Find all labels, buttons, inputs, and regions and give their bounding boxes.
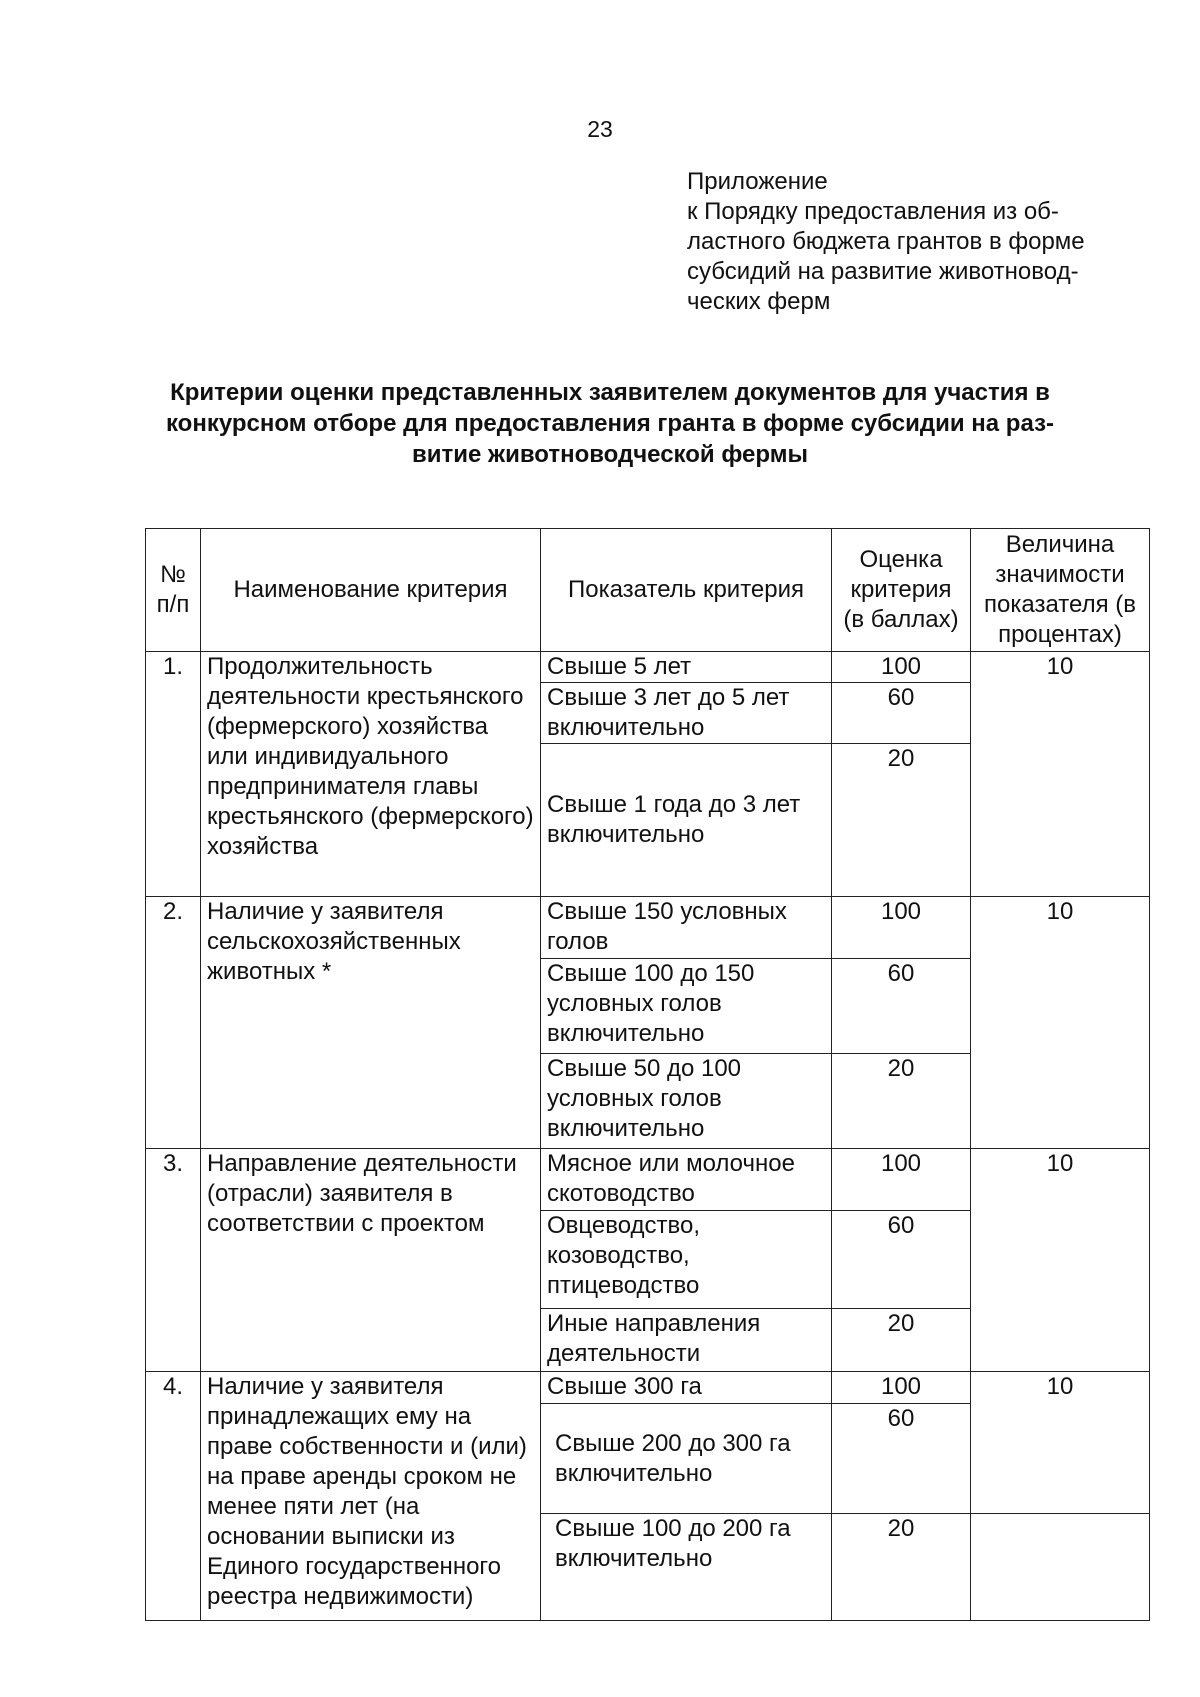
score-cell: 100 — [832, 1149, 971, 1211]
weight-cell: 10 — [971, 1149, 1150, 1372]
appendix-note — [687, 167, 1147, 317]
weight-cell: 10 — [971, 897, 1150, 1149]
score-cell: 60 — [832, 1404, 971, 1514]
header-indicator: Показатель критерия — [541, 529, 832, 652]
criteria-table — [145, 528, 1150, 1621]
score-cell: 100 — [832, 652, 971, 683]
table-row — [146, 897, 1150, 959]
criterion-number: 4. — [146, 1372, 201, 1621]
criterion-name: Направление деятельности (отрасли) заявителя в соответствии с проектом — [201, 1149, 541, 1372]
header-name: Наименование критерия — [201, 529, 541, 652]
weight-cell: 10 — [971, 652, 1150, 897]
indicator-cell: Свыше 3 лет до 5 лет включительно — [541, 683, 832, 744]
appendix-line: Приложение — [687, 168, 828, 195]
criterion-number: 3. — [146, 1149, 201, 1372]
score-cell: 20 — [832, 1309, 971, 1372]
header-weight: Величина значимости показателя (в процентах) — [971, 529, 1150, 652]
indicator-cell: Свыше 1 года до 3 лет включительно — [541, 744, 832, 897]
header-num: № п/п — [146, 529, 201, 652]
indicator-cell: Овцеводство, козоводство, птицеводство — [541, 1211, 832, 1309]
appendix-line: субсидий на развитие животновод- — [687, 258, 1079, 285]
score-cell: 60 — [832, 959, 971, 1054]
indicator-cell: Свыше 200 до 300 га включительно — [541, 1404, 832, 1514]
appendix-line: ческих ферм — [687, 288, 831, 315]
appendix-line: к Порядку предоставления из об- — [687, 198, 1059, 225]
page-number: 23 — [587, 116, 613, 142]
score-cell: 60 — [832, 1211, 971, 1309]
header-score: Оценка критерия (в баллах) — [832, 529, 971, 652]
title-line: Критерии оценки представленных заявителем документов для участия в — [170, 379, 1050, 406]
weight-cell: 10 — [971, 1372, 1150, 1514]
appendix-line: ластного бюджета грантов в форме — [687, 228, 1085, 255]
criterion-number: 1. — [146, 652, 201, 897]
indicator-cell: Свыше 300 га — [541, 1372, 832, 1404]
weight-cell-empty — [971, 1514, 1150, 1621]
table-header-row — [146, 529, 1150, 652]
criterion-name: Продолжительность деятельности крестьянского (фермерского) хозяйства или индивидуального предпринимателя главы крестьянского (фермерского) хозяйства — [201, 652, 541, 897]
title-line: конкурсном отборе для предоставления гранта в форме субсидии на раз- — [165, 410, 1055, 437]
score-cell: 100 — [832, 897, 971, 959]
indicator-cell: Мясное или молочное скотоводство — [541, 1149, 832, 1211]
indicator-cell: Свыше 5 лет — [541, 652, 832, 683]
score-cell: 20 — [832, 744, 971, 897]
criterion-name: Наличие у заявителя принадлежащих ему на праве собственности и (или) на праве аренды сроком не менее пяти лет (на основании выписки из Единого государственного реестра недвижимости) — [201, 1372, 541, 1621]
table-row — [146, 1149, 1150, 1211]
score-cell: 100 — [832, 1372, 971, 1404]
score-cell: 60 — [832, 683, 971, 744]
indicator-cell: Свыше 50 до 100 условных голов включительно — [541, 1054, 832, 1149]
table-row — [146, 1372, 1150, 1404]
score-cell: 20 — [832, 1514, 971, 1621]
indicator-cell: Свыше 100 до 150 условных голов включительно — [541, 959, 832, 1054]
indicator-cell: Свыше 150 условных голов — [541, 897, 832, 959]
table-row — [146, 652, 1150, 683]
score-cell: 20 — [832, 1054, 971, 1149]
criterion-name: Наличие у заявителя сельскохозяйственных животных * — [201, 897, 541, 1149]
indicator-cell: Иные направления деятельности — [541, 1309, 832, 1372]
criterion-number: 2. — [146, 897, 201, 1149]
document-title — [130, 377, 1090, 470]
indicator-cell: Свыше 100 до 200 га включительно — [541, 1514, 832, 1621]
title-line: витие животноводческой фермы — [412, 441, 808, 468]
